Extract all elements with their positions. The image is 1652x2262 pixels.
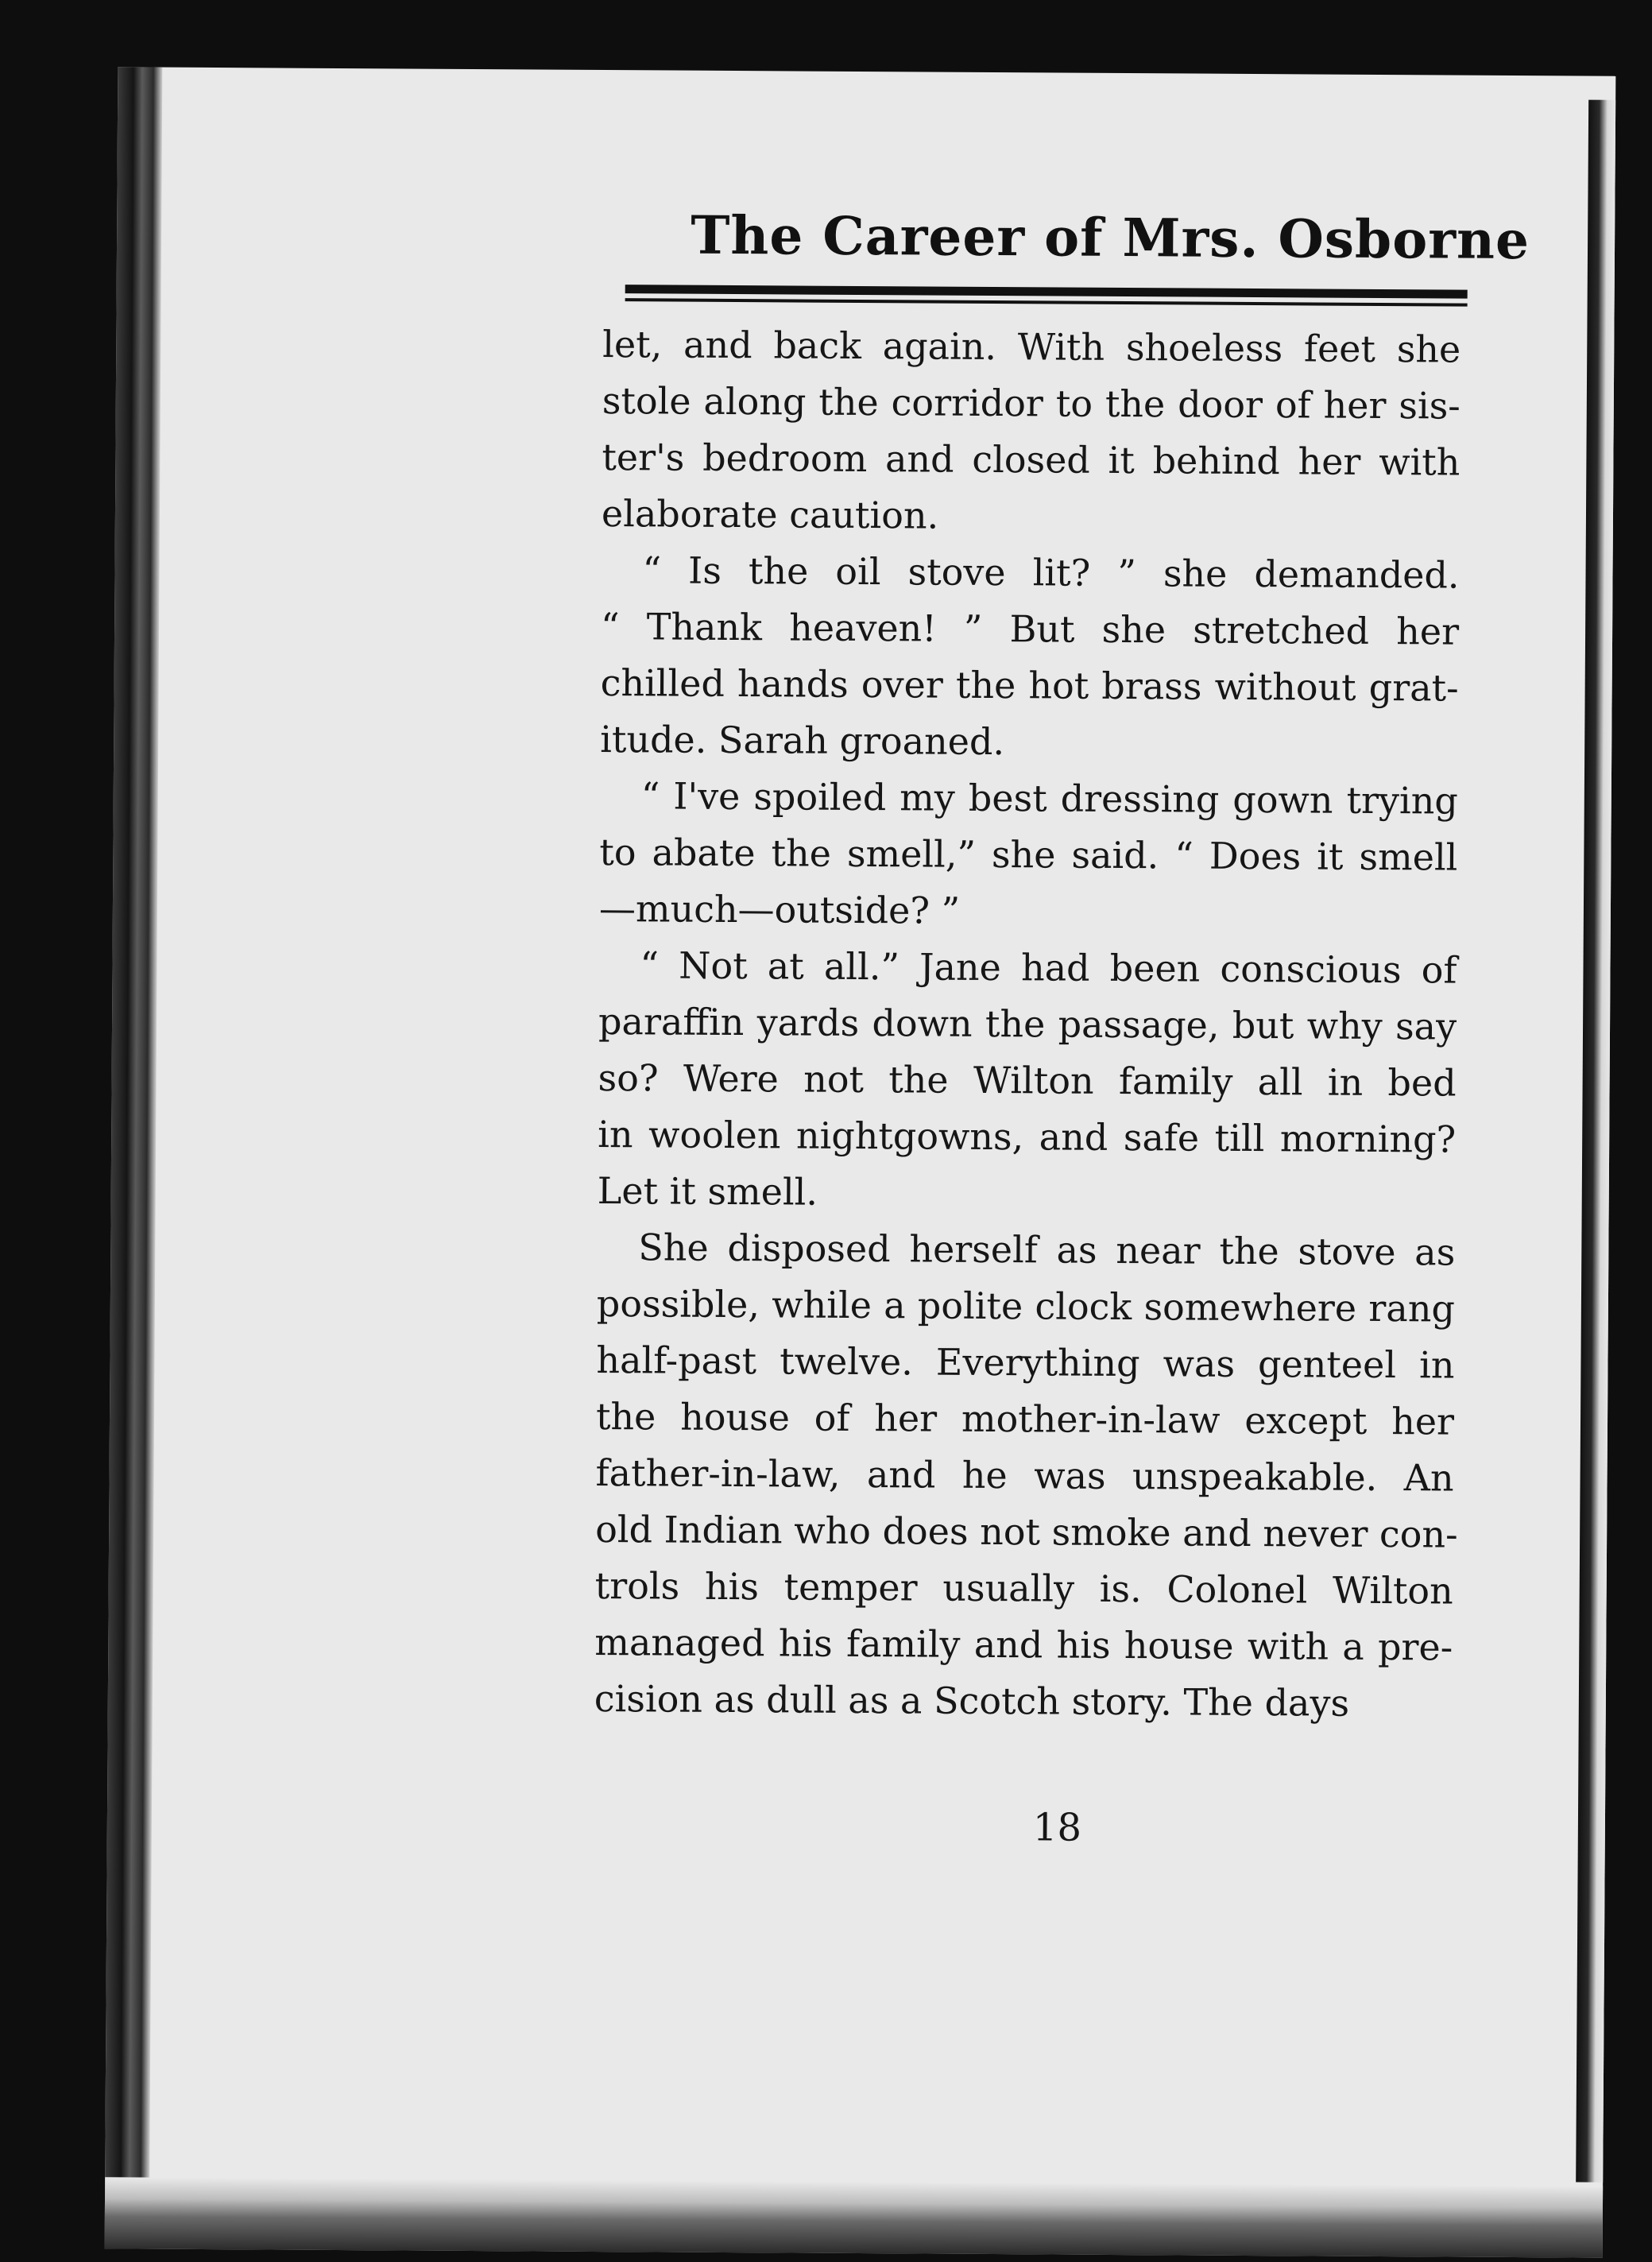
text-line: “ Thank heaven! ” But she stretched her	[600, 604, 1460, 653]
paragraph	[602, 316, 1461, 548]
paragraph	[600, 542, 1460, 773]
running-head: The Career of Mrs. Osborne	[690, 203, 1530, 272]
body-text	[594, 316, 1461, 1733]
text-line: cision as dull as a Scotch story. The days	[594, 1676, 1350, 1725]
text-line: elaborate caution.	[601, 491, 939, 537]
text-line: managed his family and his house with a pre-	[594, 1620, 1453, 1669]
text-line: Let it smell.	[597, 1168, 818, 1214]
paragraph	[594, 1219, 1456, 1733]
page-right-edge	[1576, 100, 1615, 2183]
text-line: trols his temper usually is. Colonel Wilton	[594, 1563, 1453, 1613]
text-line: “ I've spoiled my best dressing gown trying	[640, 774, 1458, 823]
text-line: so? Were not the Wilton family all in bed	[598, 1055, 1457, 1105]
text-line: stole along the corridor to the door of her sis-	[602, 378, 1460, 428]
text-line: —much—outside? ”	[598, 886, 961, 932]
book-binding-edge	[105, 67, 163, 2248]
text-line: father-in-law, and he was unspeakable. An	[595, 1451, 1454, 1500]
header-rule-thin	[625, 298, 1468, 306]
text-line: ter's bedroom and closed it behind her with	[602, 435, 1460, 484]
page-number: 18	[1032, 1805, 1082, 1850]
book-page	[105, 67, 1616, 2257]
text-line: chilled hands over the hot brass without grat-	[600, 660, 1459, 710]
header-rule-thick	[625, 285, 1468, 298]
page-bottom-edge	[105, 2177, 1604, 2258]
text-line: itude. Sarah groaned.	[600, 717, 1005, 764]
text-line: the house of her mother-in-law except her	[595, 1394, 1455, 1443]
text-line: “ Is the oil stove lit? ” she demanded.	[642, 548, 1460, 597]
text-line: possible, while a polite clock somewhere rang	[596, 1281, 1456, 1330]
text-line: paraffin yards down the passage, but why say	[598, 999, 1457, 1048]
text-line: old Indian who does not smoke and never con-	[595, 1507, 1458, 1556]
text-line: let, and back again. With shoeless feet she	[602, 323, 1461, 371]
text-line: half-past twelve. Everything was genteel in	[596, 1338, 1455, 1387]
text-line: in woolen nightgowns, and safe till morning?	[598, 1112, 1457, 1161]
text-line: She disposed herself as near the stove as	[638, 1226, 1456, 1274]
paragraph	[599, 768, 1458, 943]
paragraph	[598, 937, 1457, 1225]
text-line: to abate the smell,” she said. “ Does it smell	[599, 830, 1458, 879]
text-line: “ Not at all.” Jane had been conscious of	[640, 943, 1457, 992]
